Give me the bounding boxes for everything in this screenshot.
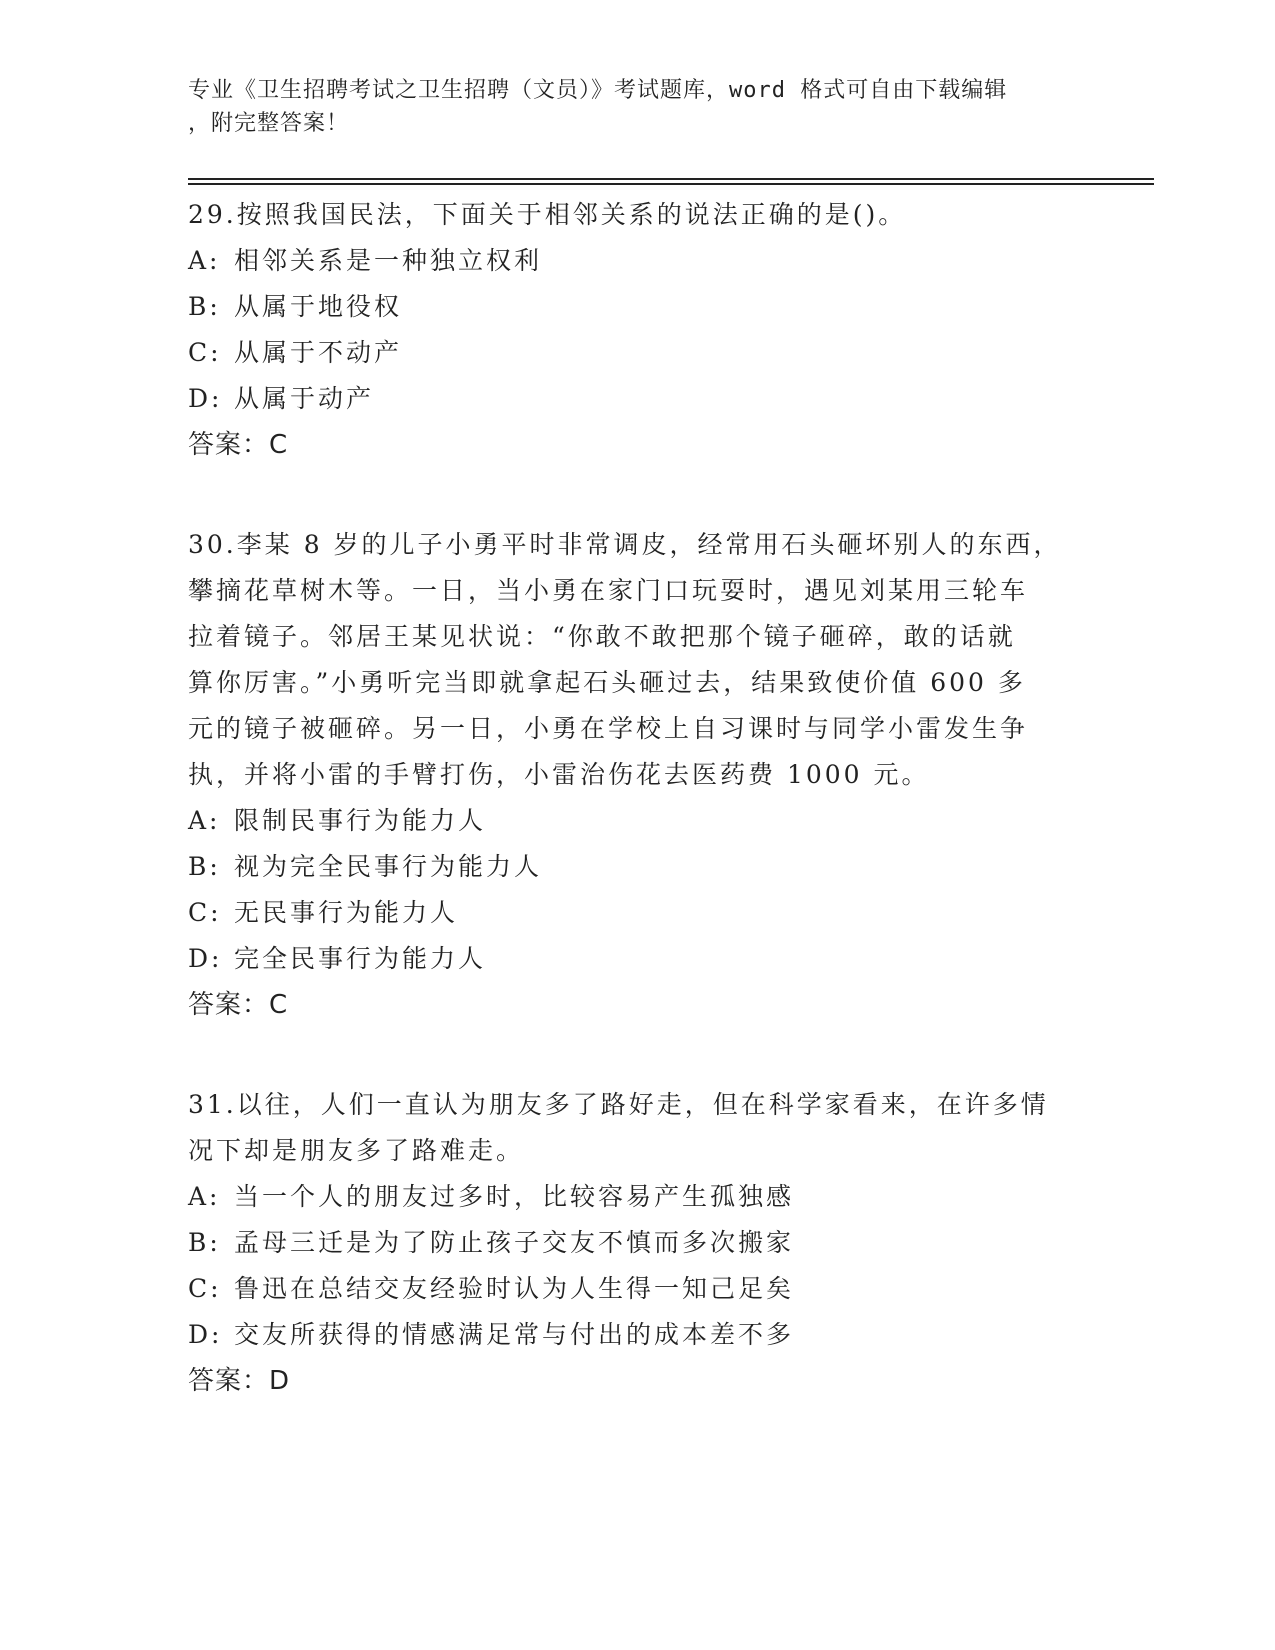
header-divider-top (188, 178, 1154, 180)
option-b (188, 844, 1088, 890)
answer-line: 答案：C (188, 990, 289, 1020)
stem-line: 29.按照我国民法，下面关于相邻关系的说法正确的是()。 (188, 200, 907, 229)
option-text: 无民事行为能力人 (234, 898, 459, 927)
question-gap (188, 1028, 1088, 1082)
option-text: 从属于不动产 (234, 338, 403, 367)
option-key: D: (188, 944, 223, 973)
question-gap (188, 468, 1088, 522)
option-key: C: (188, 1274, 222, 1303)
option-d (188, 1312, 1088, 1358)
stem-line: 元的镜子被砸碎。另一日，小勇在学校上自习课时与同学小雷发生争 (188, 714, 1029, 743)
question-list (188, 192, 1088, 1404)
question-30 (188, 522, 1088, 1028)
question-stem (188, 192, 1088, 238)
question-29 (188, 192, 1088, 468)
option-a (188, 238, 1088, 284)
stem-line: 况下却是朋友多了路难走。 (188, 1136, 525, 1165)
option-b (188, 284, 1088, 330)
option-text: 限制民事行为能力人 (234, 806, 487, 835)
option-c (188, 330, 1088, 376)
option-key: B: (188, 1228, 221, 1257)
option-b (188, 1220, 1088, 1266)
option-text: 完全民事行为能力人 (234, 944, 487, 973)
header-divider-bottom (188, 183, 1154, 185)
option-key: A: (188, 806, 221, 835)
header-line-2: ，附完整答案！ (188, 111, 350, 136)
option-key: D: (188, 1320, 223, 1349)
option-d (188, 936, 1088, 982)
option-text: 孟母三迁是为了防止孩子交友不慎而多次搬家 (234, 1228, 795, 1257)
stem-line: 31.以往，人们一直认为朋友多了路好走，但在科学家看来，在许多情 (188, 1090, 1049, 1119)
option-key: B: (188, 852, 221, 881)
option-key: D: (188, 384, 223, 413)
option-key: C: (188, 338, 222, 367)
document-header (188, 74, 1068, 140)
option-c (188, 890, 1088, 936)
answer-line: 答案：C (188, 430, 289, 460)
answer-line: 答案：D (188, 1366, 291, 1396)
option-text: 交友所获得的情感满足常与付出的成本差不多 (234, 1320, 795, 1349)
option-key: C: (188, 898, 222, 927)
option-key: A: (188, 1182, 221, 1211)
stem-line: 拉着镜子。邻居王某见状说：“你敢不敢把那个镜子砸碎，敢的话就 (188, 622, 1016, 651)
question-31 (188, 1082, 1088, 1404)
option-text: 从属于动产 (234, 384, 375, 413)
stem-line: 执，并将小雷的手臂打伤，小雷治伤花去医药费 1000 元。 (188, 760, 930, 789)
option-d (188, 376, 1088, 422)
option-a (188, 1174, 1088, 1220)
question-stem (188, 1082, 1088, 1174)
option-a (188, 798, 1088, 844)
option-c (188, 1266, 1088, 1312)
option-key: A: (188, 246, 221, 275)
option-text: 从属于地役权 (234, 292, 403, 321)
option-text: 当一个人的朋友过多时，比较容易产生孤独感 (234, 1182, 795, 1211)
option-text: 视为完全民事行为能力人 (234, 852, 543, 881)
question-stem (188, 522, 1088, 798)
option-text: 相邻关系是一种独立权利 (234, 246, 543, 275)
option-text: 鲁迅在总结交友经验时认为人生得一知己足矣 (234, 1274, 795, 1303)
stem-line: 算你厉害。”小勇听完当即就拿起石头砸过去，结果致使价值 600 多 (188, 668, 1026, 697)
header-line-1: 专业《卫生招聘考试之卫生招聘（文员）》考试题库，word 格式可自由下载编辑 (188, 78, 1008, 103)
stem-line: 30.李某 8 岁的儿子小勇平时非常调皮，经常用石头砸坏别人的东西， (188, 530, 1062, 559)
stem-line: 攀摘花草树木等。一日，当小勇在家门口玩耍时，遇见刘某用三轮车 (188, 576, 1029, 605)
option-key: B: (188, 292, 221, 321)
